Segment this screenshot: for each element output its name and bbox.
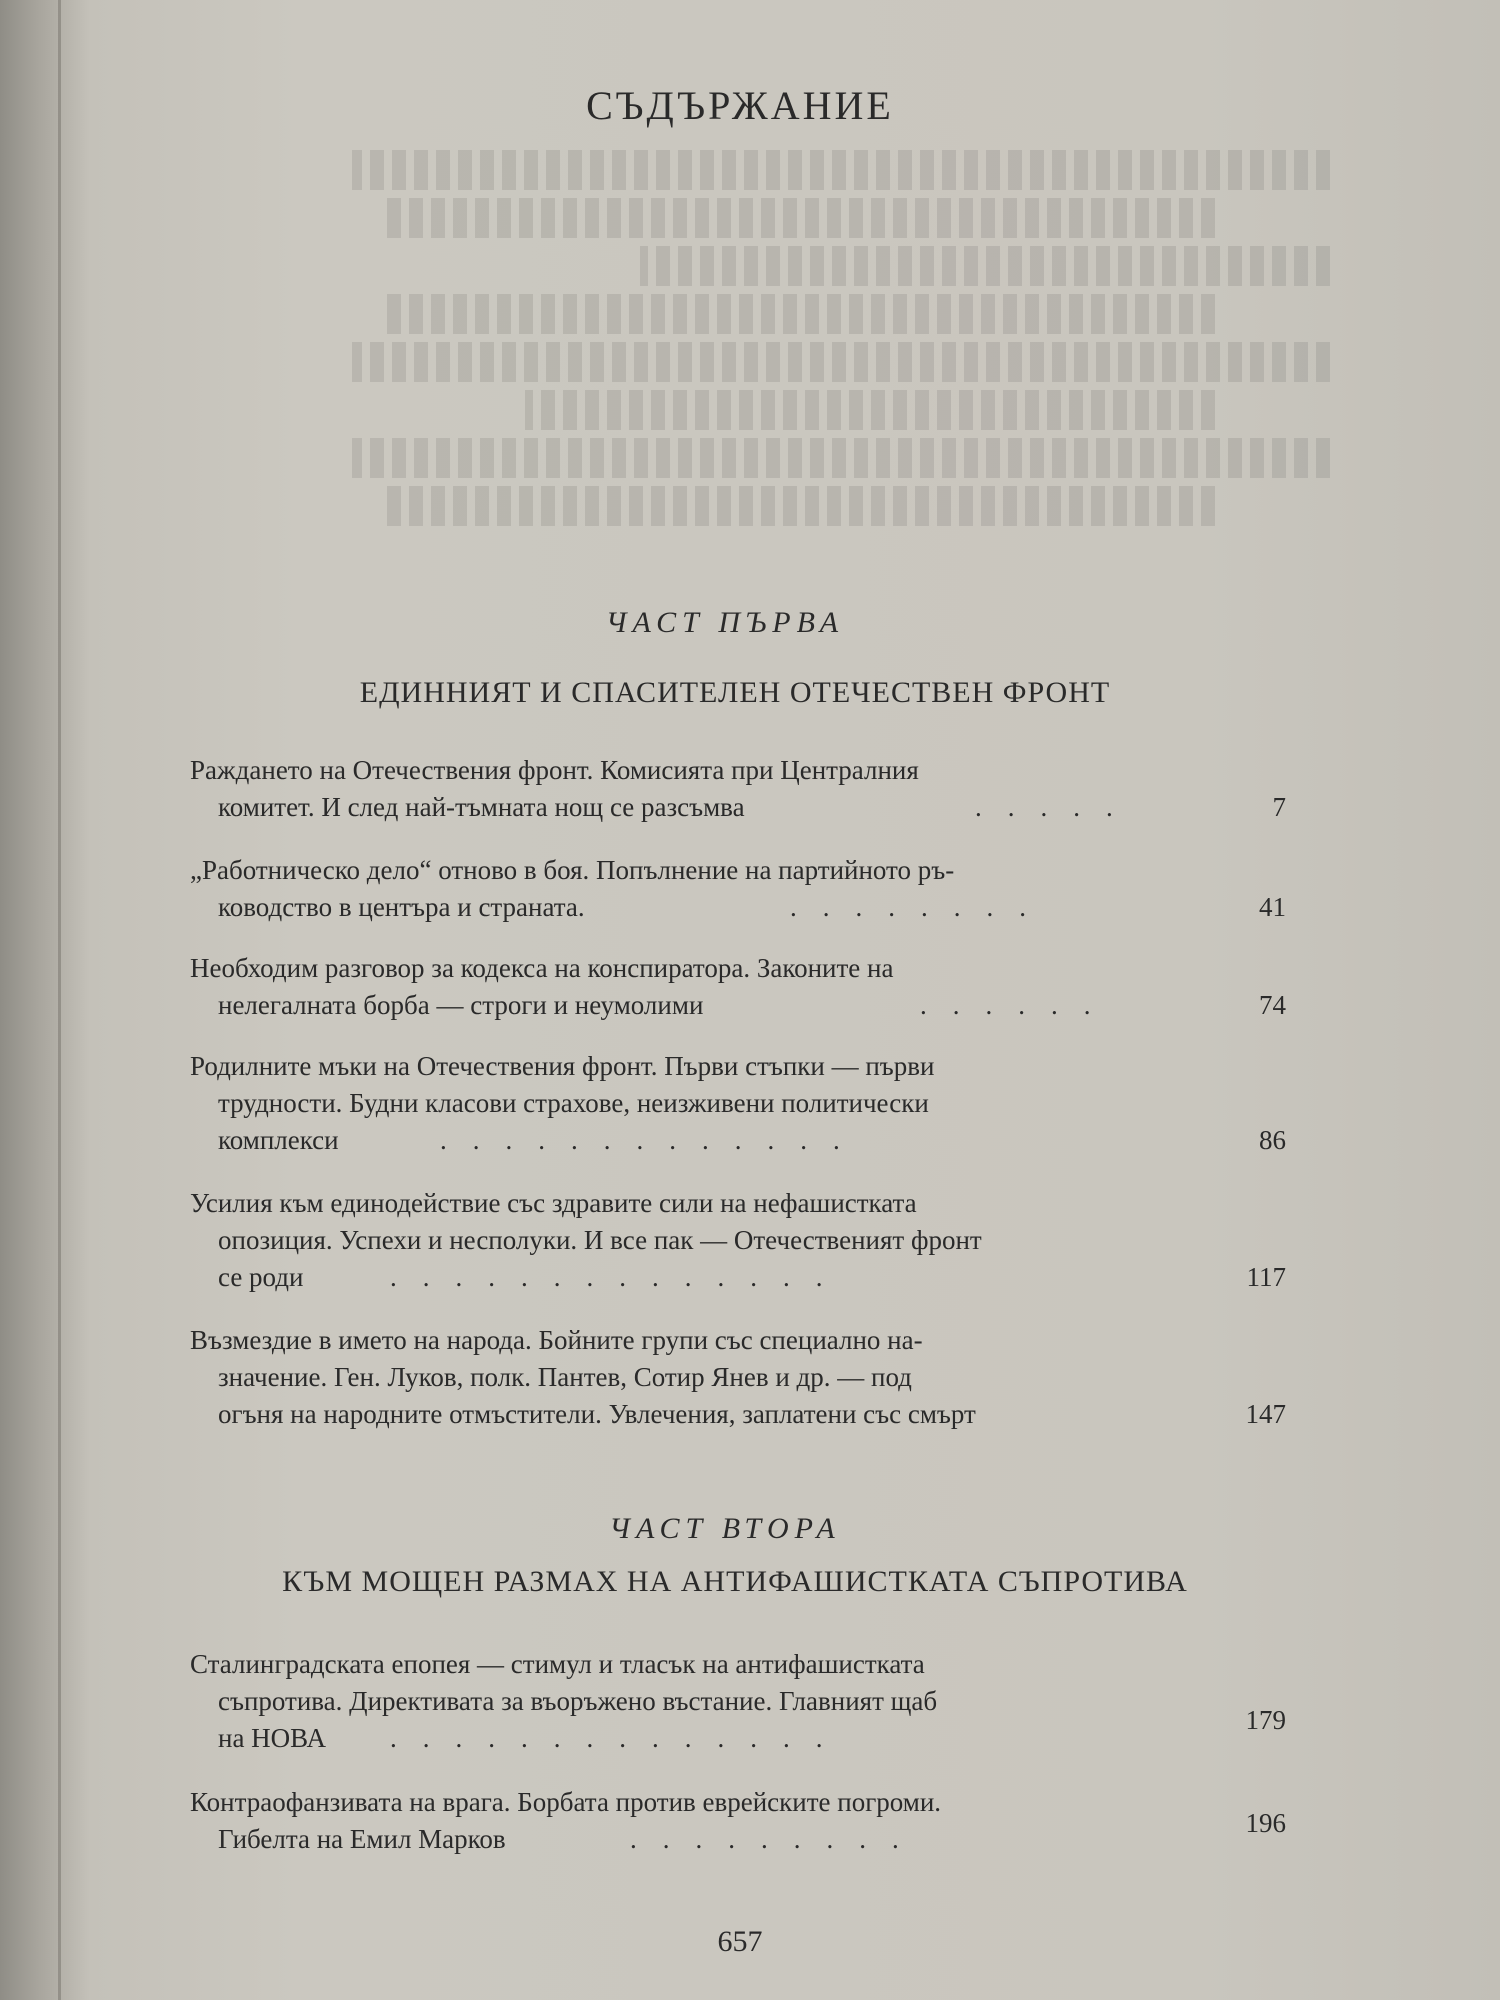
entry-line: Гибелта на Емил Марков <box>218 1824 506 1854</box>
entry-page-number: 196 <box>1245 1808 1286 1838</box>
page-number: 657 <box>717 1925 763 1958</box>
entry-line: Контраофанзивата на врага. Борбата против еврейските погроми. <box>190 1787 942 1817</box>
entry-line: ководство в центъра и страната. <box>218 892 585 922</box>
leader-dots: ..... <box>975 792 1139 822</box>
entry-page-number: 117 <box>1246 1262 1286 1292</box>
entry-line: значение. Ген. Луков, полк. Пантев, Сотир Янев и др. — под <box>218 1362 912 1392</box>
part-one-heading: ЕДИННИЯТ И СПАСИТЕЛЕН ОТЕЧЕСТВЕН ФРОНТ <box>359 676 1111 709</box>
entry-line: нелегалната борба — строги и неумолими <box>218 990 704 1020</box>
entry-line: Необходим разговор за кодекса на конспиратора. Законите на <box>190 953 894 983</box>
entry-page-number: 74 <box>1259 990 1286 1020</box>
entry-line: трудности. Будни класови страхове, неизживени политически <box>218 1088 929 1118</box>
toc-entry <box>190 1322 1290 1433</box>
entry-line: се роди <box>218 1262 304 1292</box>
leader-dots: .............. <box>390 1723 849 1753</box>
part-two-heading: КЪМ МОЩЕН РАЗМАХ НА АНТИФАШИСТКАТА СЪПРОТИВА <box>282 1565 1188 1598</box>
entry-line: Родилните мъки на Отечествения фронт. Първи стъпки — първи <box>190 1051 935 1081</box>
entry-page-number: 179 <box>1245 1705 1286 1735</box>
part-two-label: ЧАСТ ВТОРА <box>609 1512 841 1545</box>
leader-dots: ............. <box>440 1125 866 1155</box>
toc-entry <box>190 1185 1290 1296</box>
entry-line: комплекси <box>218 1125 339 1155</box>
page-title: СЪДЪРЖАНИЕ <box>586 83 894 128</box>
entry-line: Сталинградската епопея — стимул и тласък на антифашистката <box>190 1649 925 1679</box>
toc-entry <box>190 950 1290 1024</box>
entry-page-number: 41 <box>1259 892 1286 922</box>
entry-line: Усилия към единодействие със здравите сили на нефашистката <box>190 1188 917 1218</box>
entry-line: съпротива. Директивата за въоръжено въстание. Главният щаб <box>218 1686 938 1716</box>
part-one-label: ЧАСТ ПЪРВА <box>605 606 845 639</box>
toc-entry <box>190 1646 1290 1757</box>
entry-page-number: 147 <box>1245 1399 1286 1429</box>
entry-page-number: 86 <box>1259 1125 1286 1155</box>
entry-line: на НОВА <box>218 1723 326 1753</box>
leader-dots: ...... <box>920 990 1117 1020</box>
leader-dots: ........ <box>790 892 1052 922</box>
entry-line: Възмездие в името на народа. Бойните групи със специално на- <box>190 1325 923 1355</box>
leader-dots: ......... <box>630 1824 925 1854</box>
entry-line: опозиция. Успехи и несполуки. И все пак — Отечественият фронт <box>218 1225 982 1255</box>
toc-entry <box>190 1048 1290 1159</box>
toc-entry <box>190 752 1290 826</box>
show-through-text <box>180 150 1330 570</box>
leader-dots: .............. <box>390 1262 849 1292</box>
entry-page-number: 7 <box>1272 792 1286 822</box>
entry-line: комитет. И след най-тъмната нощ се разсъмва <box>218 792 745 822</box>
entry-line: огъня на народните отмъстители. Увлечения, заплатени със смърт <box>218 1399 976 1429</box>
entry-line: „Работническо дело“ отново в боя. Попълнение на партийното ръ- <box>190 855 955 885</box>
toc-entry <box>190 1784 1290 1858</box>
book-gutter <box>58 0 61 2000</box>
entry-line: Раждането на Отечествения фронт. Комисията при Централния <box>190 755 919 785</box>
toc-entry <box>190 852 1290 926</box>
